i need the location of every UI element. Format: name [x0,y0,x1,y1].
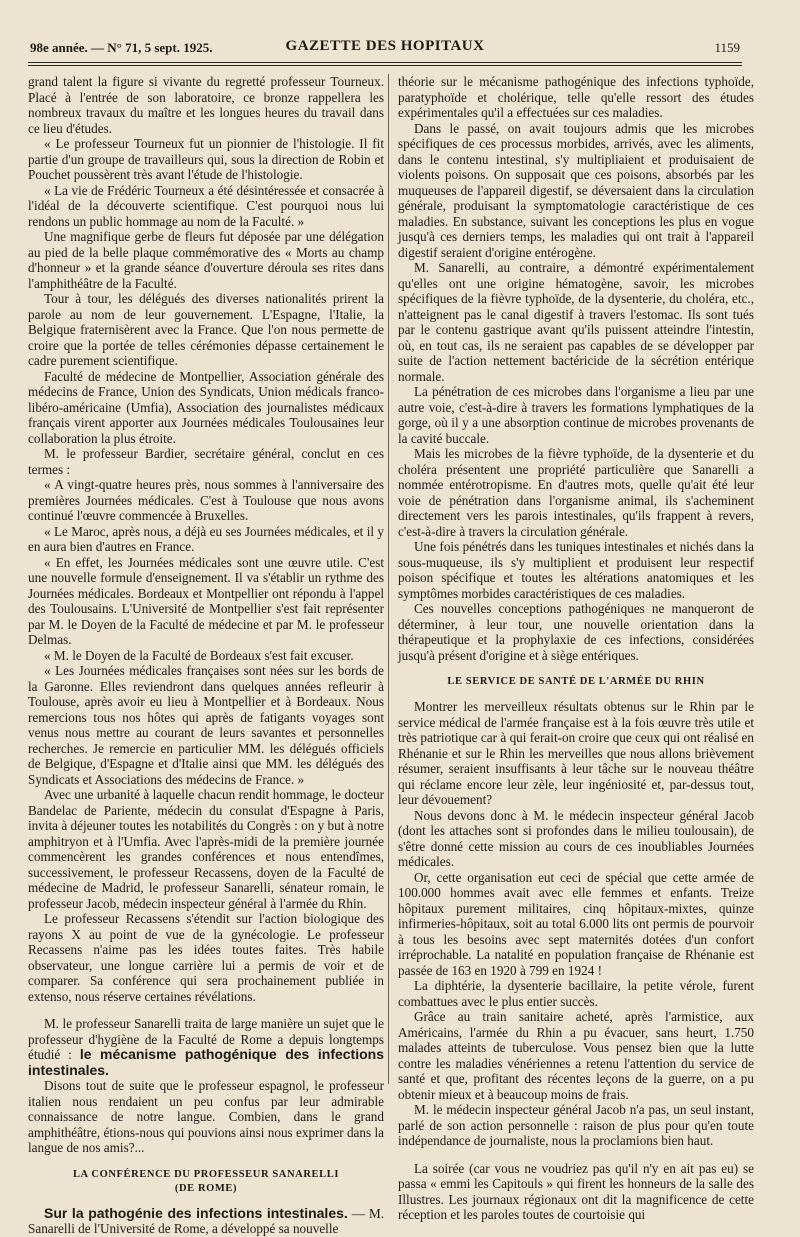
paragraph: « Le Maroc, après nous, a déjà eu ses Journées médicales, et il y en aura bien d'autres en France. [28,523,384,554]
paragraph: Le professeur Recassens s'étendit sur l'action biologique des rayons X au point de vue de la gynécologie. Le professeur Recassens n'aime pas les idées toutes faites. Très habile observateur, une longue carrière lui a permis de voir et de comparer. Sa conférence qui sera prochainement publiée in extenso, nous réserve certaines révélations. [28,911,384,1004]
paragraph: Une magnifique gerbe de fleurs fut déposée par une délégation au pied de la belle plaque commémorative des « Morts au champ d'honneur » et la grande séance d'ouverture déroula ses rites dans l'amphithéâtre de la Faculté. [28,229,384,291]
header-rule-top [28,62,742,63]
paragraph [28,1206,384,1237]
paragraph: Montrer les merveilleux résultats obtenus sur le Rhin par le service médical de l'armée française est à la fois œuvre très utile et très patriotique car à qui ferait-on croire que ceux qui ont réalisé en Rhénanie et sur le Rhin les merveilles que nous allons brièvement résumer, seraient insuffisants à leur tâche sur le nouveau théâtre qui réclame encore leur zèle, leur ingéniosité et, par-dessus tout, leur dévouement? [398,699,754,807]
paragraph: M. le médecin inspecteur général Jacob n'a pas, un seul instant, parlé de son action personnelle : raison de plus pour qu'en toute indépendance de journaliste, nous la proclamions bien haut. [398,1102,754,1148]
paragraph: « M. le Doyen de la Faculté de Bordeaux s'est fait excuser. [44,647,354,663]
paragraph: La diphtérie, la dysenterie bacillaire, la petite vérole, furent combattues avec le plus entier succès. [398,978,754,1009]
issue-info: 98e année. — N° 71, 5 sept. 1925. [30,40,213,55]
paragraph: Disons tout de suite que le professeur espagnol, le professeur italien nous rendaient un peu confus par leur admirable connaissance de notre langue. Combien, dans le grand amphithéâtre, étions-nous qui pouvions ainsi nous exprimer dans la langue de nos amis?... [28,1078,384,1155]
section-heading-subline: (DE ROME) [174,1182,238,1194]
right-column [398,74,754,1222]
paragraph-text: — M. Sanarelli de l'Université de Rome, a développé sa nouvelle [28,1205,384,1236]
section-heading-line: LA CONFÉRENCE DU PROFESSEUR SANARELLI [72,1168,340,1180]
paragraph: M. Sanarelli, au contraire, a démontré expérimentalement qu'elles ont une origine hématogène, savoir, les microbes spécifiques de la fièvre typhoïde, de la dysenterie, du choléra, etc., n'atteignent pas le canal digestif à travers l'estomac. Ils sont tués par le contenu gastrique avant qu'ils puissent atteindre l'intestin, où, en tout cas, ils ne seraient pas capables de se développer par suite de l'action nettement bactéricide de la sécrétion entérique normale. [398,260,754,384]
paragraph: M. le professeur Bardier, secrétaire général, conclut en ces termes : [28,446,384,477]
paragraph: théorie sur le mécanisme pathogénique des infections typhoïde, paratyphoïde et cholérique, telle qu'elle ressort des études expérimentales qu'il a effectuées sur ces maladies. [398,74,754,120]
section-heading [28,1168,384,1196]
paragraph: Mais les microbes de la fièvre typhoïde, de la dysenterie et du choléra présentent une propriété particulière que Sanarelli a nommée entérotropisme. En d'autres mots, quelle qu'ait été leur voie de pénétration dans l'organisme animal, ils s'acheminent directement vers les parois intestinales, qu'ils frappent à revers, c'est-à-dire à travers la circulation générale. [398,446,754,539]
paragraph: Faculté de médecine de Montpellier, Association générale des médecins de France, Union des Syndicats, Union médicals franco-libéro-américaine (Umfia), Association des journalistes médicaux français virent apporter aux Journées médicales Toulousaines leur collaboration la plus étroite. [28,368,384,446]
paragraph-text: M. le professeur Sanarelli traita de large manière un sujet que le professeur d'hygiène de la Faculté de Rome a depuis longtemps étudié : [28,1016,384,1062]
column-divider [388,74,389,1084]
paragraph: grand talent la figure si vivante du regretté professeur Tourneux. Placé à l'entrée de son laboratoire, ce bronze rappellera les nombreux travaux du maître et les longues heures du travail dans ce lieu d'études. [28,74,384,136]
paragraph: La soirée (car vous ne voudriez pas qu'il n'y en ait pas eu) se passa « emmi les Capitouls » qui firent les honneurs de la salle des Illustres. Les journaux régionaux ont dit la magnificence de cette réception et les paroles toutes de courtoisie qui [398,1160,754,1222]
journal-title: GAZETTE DES HOPITAUX [285,38,485,54]
page-number: 1159 [714,40,740,55]
paragraph: « Le professeur Tourneux fut un pionnier de l'histologie. Il fit partie d'un groupe de travailleurs qui, sous la direction de Robin et Pouchet poussèrent très avant l'étude de l'histologie. [28,136,384,182]
header-rule-bottom [28,65,742,66]
paragraph: Or, cette organisation eut ceci de spécial que cette armée de 100.000 hommes avait avec elle femmes et enfants. Treize hôpitaux purement militaires, cinq hôpitaux-mixtes, quinze infirmeries-hôpitaux, soit au total 6.000 lits ont permis de pourvoir à tous les besoins avec sept maternités dotées d'un confort irréprochable. La natalité en population française de Rhénanie est passée de 163 en 1920 à 799 en 1924 ! [398,869,754,978]
paragraph: Ces nouvelles conceptions pathogéniques ne manqueront de déterminer, à leur tour, une nouvelle orientation dans la thérapeutique et la prophylaxie de ces infections, considérées jusqu'à présent d'origine et à siège entériques. [398,601,754,663]
paragraph: « La vie de Frédéric Tourneux a été désintéressée et consacrée à l'idéal de la découverte scientifique. C'est pourquoi nous lui rendons un public hommage au nom de la Faculté. » [28,182,384,229]
left-column [28,74,385,1236]
lecture-topic: le mécanisme pathogénique des infections intestinales. [28,1046,385,1078]
paragraph: Nous devons donc à M. le médecin inspecteur général Jacob (dont les attaches sont si profondes dans le milieu toulousain), de s'être donné cette mission au cours de ces inoubliables Journées médicales. [398,807,754,869]
paragraph [28,1016,384,1078]
paragraph: « A vingt-quatre heures près, nous sommes à l'anniversaire des premières Journées médicales. C'est à Toulouse que nous avons continué l'œuvre commencée à Bruxelles. [28,477,384,523]
section-heading: LE SERVICE DE SANTÉ DE L'ARMÉE DU RHIN [447,676,705,687]
paragraph: Avec une urbanité à laquelle chacun rendit hommage, le docteur Bandelac de Pariente, médecin du consulat d'Espagne à Paris, invita à déjeuner toutes les notabilités du Congrès : on y but à notre amphitryon et à l'Umfia. Avec l'après-midi de la première journée commencèrent les grandes conférences et nous entendîmes, successivement, le professeur Recassens, doyen de la Faculté de médecine de Madrid, le professeur Sanarelli, sénateur romain, le professeur Jacob, médecin inspecteur général à l'armée du Rhin. [28,787,384,911]
paragraph: Dans le passé, on avait toujours admis que les microbes spécifiques de ces processus morbides, arrivés, avec les aliments, dans le contenu intestinal, s'y multipliaient et produisaient de violents poisons. On supposait que ces poisons, absorbés par les muqueuses de l'appareil digestif, se déversaient dans la circulation générale, produisant la symptomatologie caractéristique de ces maladies. En substance, suivant les conceptions les plus en vogue jusqu'à ces derniers temps, les maladies qui ont trait à l'appareil digestif seraient d'origine entérogène. [398,120,754,260]
paragraph: Grâce au train sanitaire acheté, après l'armistice, aux Américains, l'armée du Rhin a pu évacuer, sans heurt, 1.750 malades atteints de tuberculose. Vous pensez bien que la lutte contre les maladies vénériennes a retenu l'attention du service de santé et que, profitant des récentes leçons de la guerre, on a pu obtenir mieux et à beaucoup moins de frais. [398,1009,754,1102]
paragraph: « Les Journées médicales françaises sont nées sur les bords de la Garonne. Elles reviendront dans quelques années refleurir à Toulouse, après avoir eu lieu à Montpellier et à Bordeaux. Nous remercions tous nos hôtes qui après de fatigants voyages sont venus nous mettre au courant de leurs savantes et personnelles recherches. Je remercie en particulier MM. les délégués officiels de Belgique, d'Espagne et d'Italie ainsi que MM. les délégués des Syndicats et Associations des médecins de France. » [28,663,384,787]
paragraph: Tour à tour, les délégués des diverses nationalités prirent la parole au nom de leur gouvernement. L'Espagne, l'Italie, la Belgique fraternisèrent avec la France. Que l'on nous permette de croire que la portée de telles cérémonies dépasse certainement le cadre purement scientifique. [28,291,384,368]
running-header [30,38,740,60]
paragraph: « En effet, les Journées médicales sont une œuvre utile. C'est une nouvelle formule d'enseignement. Il va s'établir un rythme des Journées médicales. Bordeaux et Montpellier ont répondu à l'appel des Toulousains. L'Université de Montpellier s'est fait représenter par M. le Doyen de la Faculté de médecine et par M. le professeur Delmas. [28,554,384,647]
paragraph: La pénétration de ces microbes dans l'organisme a lieu par une autre voie, c'est-à-dire à travers les formations lymphatiques de la gorge, où il y a une absorption continue de microbes provenants de la cavité buccale. [398,384,754,446]
lecture-title: Sur la pathogénie des infections intestinales. [44,1204,348,1221]
paragraph: Une fois pénétrés dans les tuniques intestinales et nichés dans la sous-muqueuse, ils s'y multiplient et produisent leur respectif poison spécifique et toutes les altérations anatomiques et les symptômes morbides caractéristiques de ces maladies. [398,539,754,601]
